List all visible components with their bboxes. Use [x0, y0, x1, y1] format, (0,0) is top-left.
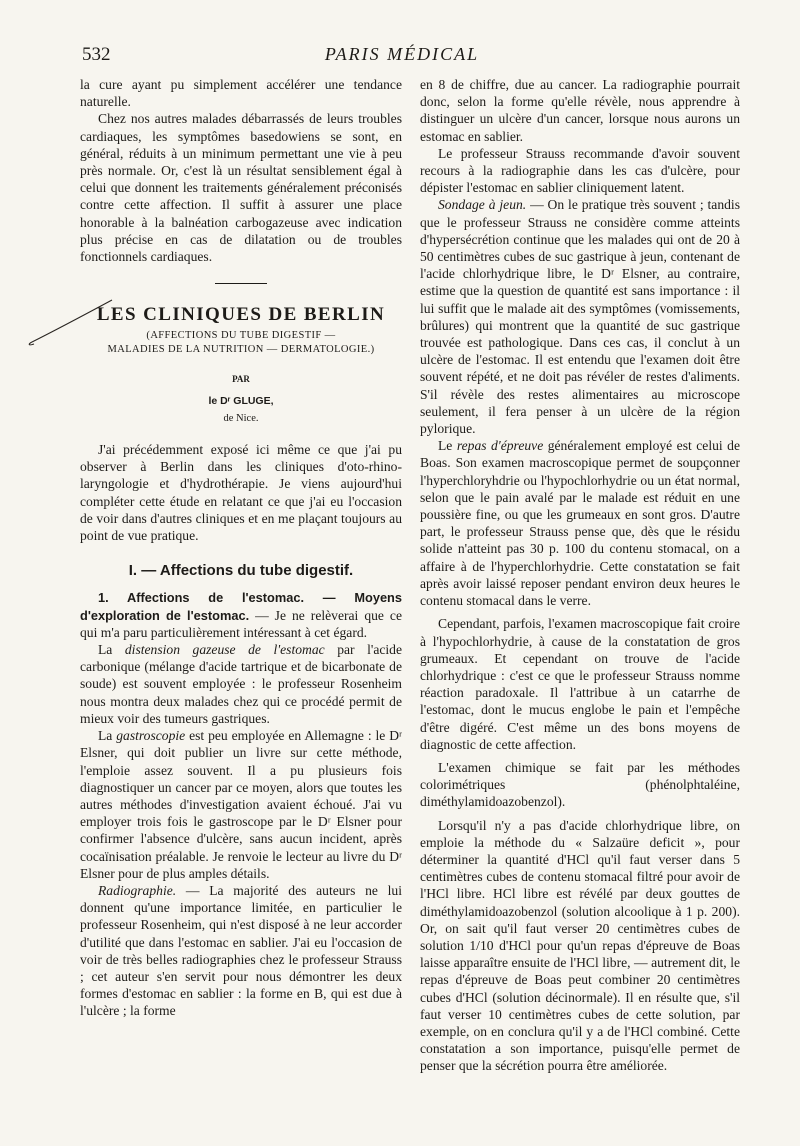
page-number: 532: [82, 44, 111, 65]
paragraph-text: est peu employée en Allemagne : le Dʳ Elsner, qui doit publier un livre sur cette méthode, l'emploie assez souvent. Il a pu plusieurs fois diagnostiquer un cancer par ce moyen, alors que toutes les autres méthodes d'investigation avaient échoué. J'ai vu employer trois fois le gastroscope par le Dʳ Elsner pour confirmer l'absence d'ulcère, sans aucun incident, après cocaïnisation préalable. Je renvoie le lecteur au livre du Dʳ Elsner pour de plus amples détails.: [80, 728, 402, 881]
paragraph: [80, 641, 402, 727]
left-column: [80, 76, 402, 1020]
paragraph-text: La: [98, 642, 125, 658]
article-subtitle: (AFFECTIONS DU TUBE DIGESTIF —: [146, 330, 336, 342]
italic-term: gastroscopie: [116, 728, 186, 744]
italic-term: distension gazeuse de l'estomac: [124, 642, 325, 658]
running-title: PARIS MÉDICAL: [324, 44, 480, 64]
right-column: [420, 76, 740, 1075]
paragraph-text: — La majorité des auteurs ne lui donnent qu'une importance limitée, en particulier le professeur Rosenheim, qui n'est disposé à ne leur accorder d'utilité que dans l'estomac en sablier. J'ai eu l'occasion de voir de très belles radiographies chez le professeur Strauss ; cet auteur s'en servit pour nous démontrer les deux formes d'estomac en sablier : la forme en B, qui est due à l'ulcère ; la forme: [80, 882, 402, 1019]
author-name: le Dʳ GLUGE,: [208, 394, 274, 407]
paragraph: [420, 196, 740, 437]
paragraph-text: La: [98, 728, 117, 744]
paragraph: Lorsqu'il n'y a pas d'acide chlorhydrique libre, on emploie la méthode du « Salzaüre deficit », pour déterminer la quantité d'HCl qu'il faut verser dans 5 centimètres cubes de contenu stomacal filtré pour avoir de l'HCl libre. HCl libre est révélé par deux gouttes de diméthylamidoazobenzol (solution alcoolique à 1 p. 200). Or, on sait qu'il faut verser 20 centimètres cubes de solution 1/10 d'HCl pour qu'un repas d'épreuve de Boas laisse apparaître ensuite de l'HCl libre, — autrement dit, le repas d'épreuve de Boas peut combiner 20 centimètres cubes d'HCl (solution décinormale). Il en résulte que, s'il faut verser 10 centimètres cubes de cette solution, par exemple, on en conclura qu'il y a de l'HCl combiné. Cette constatation a son importance, puisqu'elle permet de penser que la sécrétion pourra être améliorée.: [420, 817, 740, 1074]
paragraph: [80, 727, 402, 882]
paragraph-text: — On le pratique très souvent ; tandis que le professeur Strauss ne considère comme atteints d'hypersécrétion continue que les malades qui ont de 20 à 50 centimètres cubes de suc gastrique à jeun, contenant de l'acide chlorhydrique libre, le Dʳ Elsner, au contraire, estime que la question de quantité est sans importance : il lui suffit que le malade ait des symptômes (vomissements, brûlures) qui montrent que la quantité de suc gastrique trouvée est pathologique. Dans ces cas, il conclut à un ulcère de l'estomac. Il est entendu que l'examen doit être souvent répété, et ne doit pas révéler de restes d'aliments. S'il révèle des restes alimentaires au microscope seulement, il fera penser à un ulcère de la région pylorique.: [420, 197, 740, 437]
subsection-heading: 1. Affections de l'estomac. — Moyens d'exploration de l'estomac.: [80, 590, 402, 623]
paragraph-text: Le: [438, 438, 457, 454]
paragraph: la cure ayant pu simplement accélérer une tendance naturelle.: [80, 77, 402, 110]
paragraph: Cependant, parfois, l'examen macroscopique fait croire à l'hypochlorhydrie, à cause de la constatation de gros grumeaux. Et cependant on trouve de l'acide chlorhydrique : c'est ce que le professeur Strauss nomme réaction paradoxale. Il l'attribue à un catarrhe de l'estomac, dont le mucus englobe le pain et l'empêche d'être digéré. C'est même un des bons moyens de diagnostic de cette affection.: [420, 616, 740, 752]
section-heading: I. — Affections du tube digestif.: [128, 562, 354, 580]
byline-par: PAR: [232, 374, 250, 385]
paragraph-text: — Je ne relèverai que ce qui m'a paru particulièrement intéressant à cet égard.: [80, 607, 402, 640]
section-divider: [215, 283, 267, 284]
intro-paragraph: J'ai précédemment exposé ici même ce que j'ai pu observer à Berlin dans les cliniques d'oto-rhino-laryngologie et d'hydrothérapie. Je viens aujourd'hui compléter cette étude en relatant ce que j'ai eu l'occasion de voir dans d'autres cliniques et en me plaçant toujours au point de vue pratique.: [80, 442, 402, 544]
paragraph-text: généralement employé est celui de Boas. Son examen macroscopique permet de soupçonner l'hyperchloryhdrie ou l'hypochlorhydrie ou un état normal, selon que le pain avalé par le malade est réduit en une poussière fine, ou que les grumeaux en sont gros. D'autre part, le professeur Strauss pense que, dès que le résidu solide n'atteint pas 30 p. 100 du contenu stomacal, on a affaire à de l'hyperchlorhydrie. Cette constatation se fait après avoir laissé reposer pendant environ deux heures le contenu stomacal dans le verre.: [420, 438, 740, 609]
article-subtitle: MALADIES DE LA NUTRITION — DERMATOLOGIE.): [107, 344, 375, 356]
paragraph: [80, 882, 402, 1020]
paragraph: Le professeur Strauss recommande d'avoir souvent recours à la radiographie dans les cas d'ulcère, pour dépister l'estomac en sablier cliniquement latent.: [420, 145, 740, 196]
paragraph: [420, 437, 740, 609]
paragraph-text: par l'acide carbonique (mélange d'acide tartrique et de bicarbonate de soude) est souvent employée : le professeur Rosenheim nous montra deux malades chez qui ce procédé permit de mieux voir des tumeurs gastriques.: [80, 642, 402, 726]
paragraph: L'examen chimique se fait par les méthodes colorimétriques (phénolphtaléine, diméthylamidoazobenzol).: [420, 759, 740, 810]
italic-term: Sondage à jeun.: [438, 197, 527, 213]
page-header: [82, 44, 722, 74]
author-place: de Nice.: [223, 412, 259, 424]
paragraph: en 8 de chiffre, due au cancer. La radiographie pourrait donc, selon la forme qu'elle révèle, nous apprendre à distinguer un ulcère d'un cancer, lorsque nous aurons un estomac en sablier.: [420, 77, 740, 144]
paragraph: [80, 589, 402, 641]
paragraph: Chez nos autres malades débarrassés de leurs troubles cardiaques, les symptômes basedowiens se sont, en général, réduits à un minimum permettant une vie à peu près normale. Or, c'est là un résultat sensiblement égal à celui que donnent les traitements généralement préconisés contre cette affection. Il suffit à assurer une place honorable à la balnéation carbogazeuse avec indication plus précise en cas de dilatation ou de troubles fonctionnels cardiaques.: [80, 111, 402, 265]
italic-term: Radiographie.: [98, 882, 177, 898]
italic-term: repas d'épreuve: [456, 438, 544, 454]
article-title: LES CLINIQUES DE BERLIN: [96, 304, 386, 326]
